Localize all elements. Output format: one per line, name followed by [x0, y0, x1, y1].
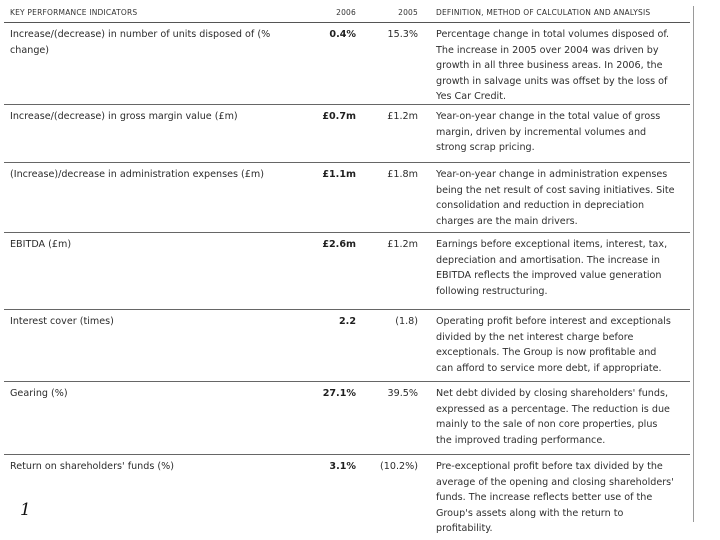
table-row — [4, 310, 690, 382]
indicator-label: EBITDA (£m) — [10, 239, 72, 250]
indicator-label: (Increase)/decrease in administration expenses (£m) — [10, 169, 264, 180]
value-2005: 39.5% — [387, 388, 418, 399]
indicator-label: Return on shareholders' funds (%) — [10, 461, 174, 472]
indicator-label: Interest cover (times) — [10, 316, 114, 327]
value-2006: £1.1m — [322, 169, 356, 180]
indicator-label: Increase/(decrease) in gross margin value (£m) — [10, 111, 238, 122]
indicator-label: Gearing (%) — [10, 388, 68, 399]
value-2005: (10.2%) — [380, 461, 418, 472]
value-2005: 15.3% — [387, 29, 418, 40]
kpi-table — [4, 6, 690, 535]
value-2006: 0.4% — [329, 29, 356, 40]
right-border-line — [693, 6, 694, 522]
value-2005: £1.2m — [387, 239, 418, 250]
table-row — [4, 105, 690, 163]
definition-text: Year-on-year change in the total value of gross margin, driven by incremental volumes and strong scrap pricing. — [436, 111, 661, 154]
page-number: 1 — [20, 500, 31, 520]
value-2006: £2.6m — [322, 239, 356, 250]
table-row — [4, 23, 690, 105]
definition-text: Year-on-year change in administration expenses being the net result of cost saving initiatives. Site consolidation and reduction in depreciation charges are the main drivers. — [436, 169, 675, 227]
value-2006: 3.1% — [329, 461, 356, 472]
value-2005: (1.8) — [395, 316, 418, 327]
value-2006: £0.7m — [322, 111, 356, 122]
definition-text: Operating profit before interest and exceptionals divided by the net interest charge before exceptionals. The Group is now profitable and can afford to service more debt, if appropriate. — [436, 316, 671, 374]
definition-text: Pre-exceptional profit before tax divided by the average of the opening and closing shareholders' funds. The increase reflects better use of the Group's assets along with the return to profitability. — [436, 461, 674, 535]
table-header — [4, 6, 690, 23]
header-year-2006: 2006 — [336, 8, 356, 17]
value-2006: 2.2 — [339, 316, 356, 327]
table-row — [4, 233, 690, 310]
definition-text: Net debt divided by closing shareholders' funds, expressed as a percentage. The reduction is due mainly to the sale of non core properties, plus the improved trading performance. — [436, 388, 670, 446]
header-definition: DEFINITION, METHOD OF CALCULATION AND ANALYSIS — [436, 8, 651, 17]
value-2005: £1.8m — [387, 169, 418, 180]
indicator-label: Increase/(decrease) in number of units disposed of (% change) — [10, 29, 271, 56]
header-indicator: KEY PERFORMANCE INDICATORS — [10, 8, 138, 17]
table-row — [4, 455, 690, 535]
table-row — [4, 382, 690, 455]
definition-text: Earnings before exceptional items, interest, tax, depreciation and amortisation. The increase in EBITDA reflects the improved value generation following restructuring. — [436, 239, 668, 297]
table-row — [4, 163, 690, 233]
definition-text: Percentage change in total volumes disposed of. The increase in 2005 over 2004 was driven by growth in all three business areas. In 2006, the growth in salvage units was offset by the loss of Yes Car Credit. — [436, 29, 670, 103]
header-year-2005: 2005 — [398, 8, 418, 17]
value-2005: £1.2m — [387, 111, 418, 122]
value-2006: 27.1% — [322, 388, 356, 399]
